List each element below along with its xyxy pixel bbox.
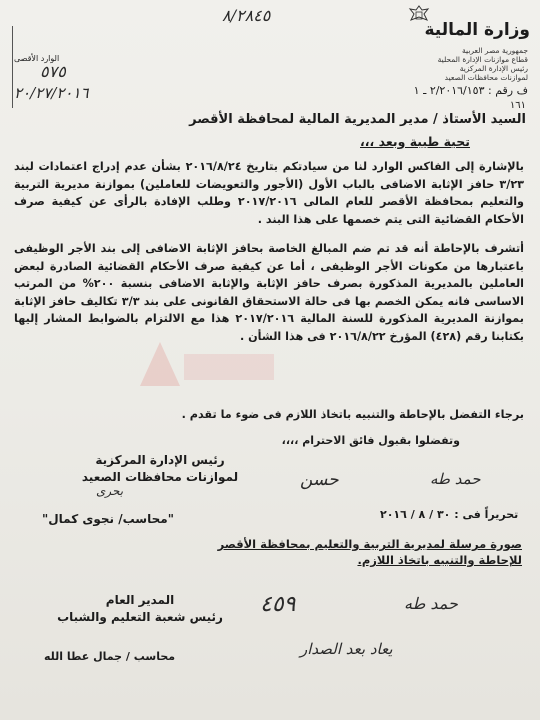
signature-scribble: بحرى <box>96 484 124 498</box>
handwritten-signature: حمد طه <box>404 594 458 613</box>
stamp-label: الوارد الأقصى <box>14 54 60 63</box>
ministry-name: وزارة المالية <box>424 20 530 40</box>
copy-note-line: صورة مرسلة لمديرية التربية والتعليم بمحافظة الأقصر <box>217 537 522 551</box>
copy-note-line: للإحاطة والتنبيه باتخاذ اللازم. <box>357 553 522 567</box>
stamp-date: ٢٠/٢٧/٢٠١٦ <box>14 84 89 102</box>
issue-date: تحريراً فى : ٣٠ / ٨ / ٢٠١٦ <box>380 508 519 521</box>
watermark-logo-icon <box>120 336 280 392</box>
reference-label: ف رقم : <box>488 84 528 97</box>
paragraph-2: أتشرف بالإحاطة أنه قد تم ضم المبالغ الخاصة بحافز الإثابة الاضافى إلى بند الأجر الوظيفى باعتبارها من مكونات الأجر الوظيفى ، أما عن كيفية صرف الأحكام القضائية الصادرة لبعض العاملين بالمديرية المذكورة بصرف حافز الإثابة والإثابة الاضافى بنسبة ٢٠٠% من المرتب الاساسى فانه يمكن الخصم بها فى حالة الاستحقاق القانونى على بند ٣/٣ تكاليف حافز الإثابة بموازنة المديرية المذكورة للسنة المالية ٢٠١٧/٢٠١٦ هذا مع الالتزام بالضوابط المشار إليها بكتابنا رقم (٤٢٨) المؤرخ ٢٠١٦/٨/٢٢ فى هذا الشأن . <box>14 242 524 343</box>
header-subline: جمهورية مصر العربية <box>462 46 528 55</box>
general-manager-title-line: رئيس شعبة التعليم والشباب <box>57 610 223 624</box>
handwritten-signature: حسن <box>300 470 339 490</box>
signatory-name: "محاسب/ نجوى كمال" <box>42 512 174 526</box>
reference-sub: ١٦١ <box>509 100 526 111</box>
general-manager-name: محاسب / جمال عطا الله <box>44 650 176 663</box>
closing-line: وتفضلوا بقبول فائق الاحترام ،،،، <box>281 434 460 447</box>
header-subline: رئيس الإدارة المركزية <box>459 64 528 73</box>
general-manager-title-line: المدير العام <box>105 593 175 607</box>
header-subline: قطاع موازنات الإدارة المحلية <box>437 55 528 64</box>
signatory-title <box>60 452 260 486</box>
signatory-title-line: رئيس الإدارة المركزية <box>95 453 225 467</box>
paragraph-1: بالإشارة إلى الفاكس الوارد لنا من سيادتكم بتاريخ ٢٠١٦/٨/٢٤ بشأن عدم إدراج اعتمادات لبند ٣/٢٣ حافز الإثابة الاضافى بالباب الأول (الأجور والتعويضات للعاملين) بموازنة مديرية التربية والتعليم بمحافظة الأقصر للعام المالى ٢٠١٧/٢٠١٦ وطلب الإفادة بالرأى عن كيفية صرف الأحكام القضائية التى يتم خصمها على هذا البند . <box>14 160 525 226</box>
reference-number <box>414 84 528 97</box>
reference-value: ٢/٢٠١٦/١٥٣ ـ ١ <box>413 84 485 97</box>
signatory-title-line: لموازنات محافظات الصعيد <box>81 470 239 484</box>
header-subline: لموازنات محافظات الصعيد <box>444 73 528 82</box>
handwritten-note: يعاد بعد الصدار <box>300 640 393 658</box>
request-line: برجاء التفضل بالإحاطة والتنبيه باتخاذ اللازم فى ضوء ما تقدم . <box>181 408 524 421</box>
header-sublines <box>438 46 528 82</box>
handwritten-signature: حمد طه <box>430 470 481 488</box>
general-manager-title <box>40 592 240 626</box>
copy-note <box>82 536 522 568</box>
stamp-number: ٥٧٥ <box>40 62 66 81</box>
handwritten-top-number: ٨/٢٨٤٥ <box>222 6 271 25</box>
handwritten-number: ٤٥٩ <box>260 592 296 617</box>
salutation: السيد الأستاذ / مدير المديرية المالية لمحافظة الأقصر <box>189 112 526 127</box>
greeting: تحية طيبة وبعد ،،، <box>360 134 470 149</box>
